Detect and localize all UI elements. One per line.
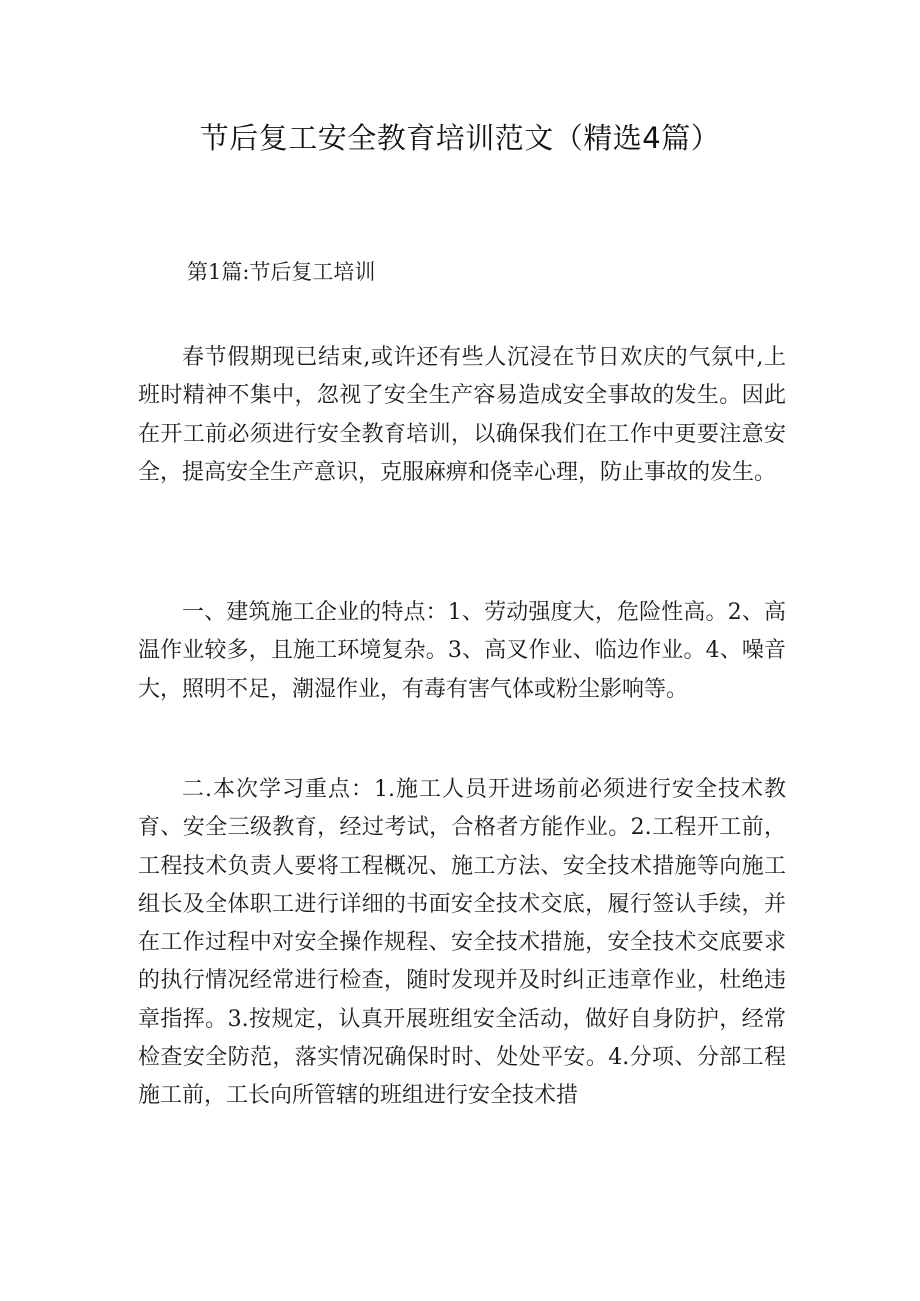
paragraph-intro: 春节假期现已结束,或许还有些人沉浸在节日欢庆的气氛中,上班时精神不集中，忽视了安全生产容易造成安全事故的发生。因此在开工前必须进行安全教育培训，以确保我们在工作中更要注意安全，提高安全生产意识，克服麻痹和侥幸心理，防止事故的发生。 — [138, 345, 786, 485]
paragraph-key-points: 二.本次学习重点：1.施工人员开进场前必须进行安全技术教育、安全三级教育，经过考试，合格者方能作业。2.工程开工前，工程技术负责人要将工程概况、施工方法、安全技术措施等向施工组长及全体职工进行详细的书面安全技术交底，履行签认手续，并在工作过程中对安全操作规程、安全技术措施，安全技术交底要求的执行情况经常进行检查，随时发现并及时纠正违章作业，杜绝违章指挥。3.按规定，认真开展班组安全活动，做好自身防护，经常检查安全防范，落实情况确保时时、处处平安。4.分项、分部工程施工前，工长向所管辖的班组进行安全技术措 — [138, 777, 786, 1109]
document-title: 节后复工安全教育培训范文（精选4篇） — [199, 121, 721, 155]
paragraph-characteristics: 一、建筑施工企业的特点：1、劳动强度大，危险性高。2、高温作业较多，且施工环境复杂。3、高叉作业、临边作业。4、噪音大，照明不足，潮湿作业，有毒有害气体或粉尘影响等。 — [138, 600, 786, 702]
section-heading: 第1篇:节后复工培训 — [187, 260, 376, 284]
